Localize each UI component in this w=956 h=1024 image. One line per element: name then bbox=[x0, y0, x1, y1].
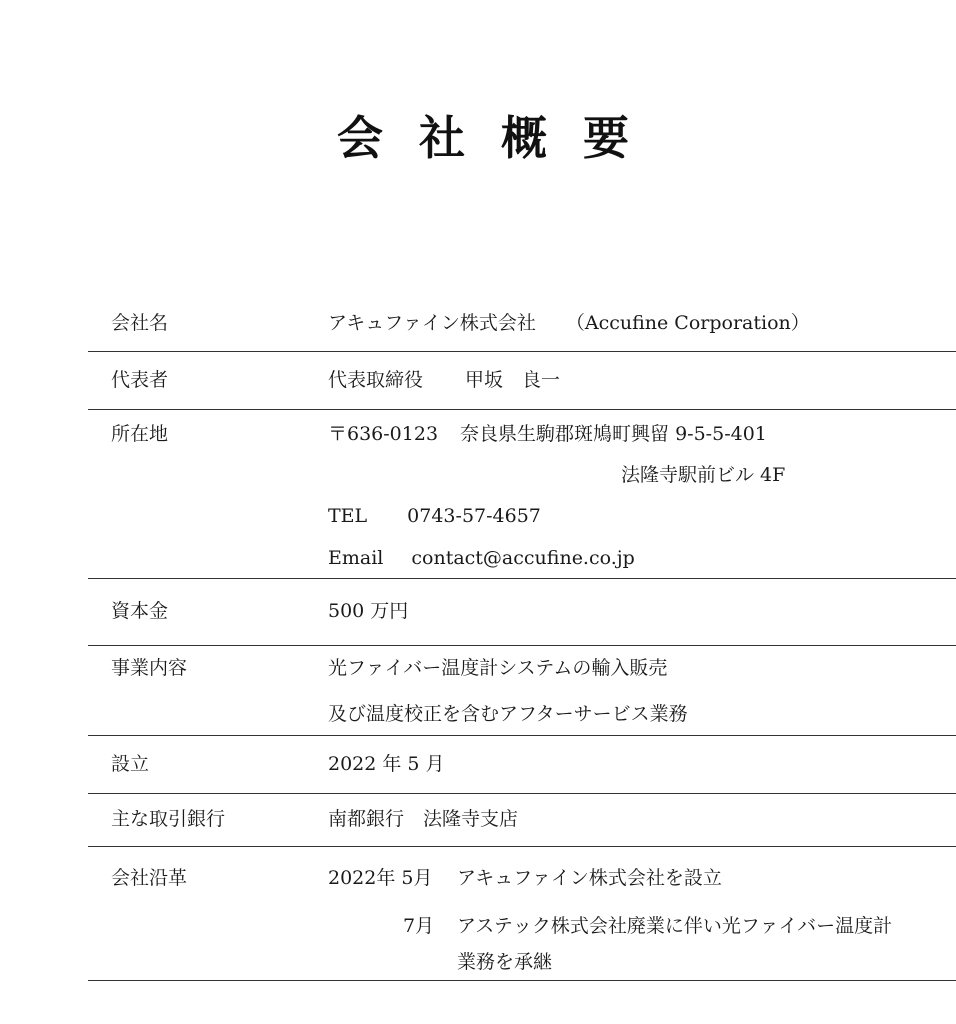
business-line-1: 光ファイバー温度計システムの輸入販売 bbox=[328, 657, 668, 679]
representative-value bbox=[328, 369, 560, 391]
address-street: 奈良県生駒郡斑鳩町興留 9-5-5-401 bbox=[460, 423, 767, 445]
row-company-name bbox=[88, 298, 956, 352]
email-line bbox=[328, 547, 635, 569]
page-title: 会 社 概 要 bbox=[336, 111, 640, 165]
history-entry-text-continued: 業務を承継 bbox=[457, 951, 553, 973]
row-label: 所在地 bbox=[111, 423, 169, 445]
history-entry-date: 2022年 5月 bbox=[328, 867, 433, 889]
row-established bbox=[88, 736, 956, 794]
row-bank bbox=[88, 794, 956, 847]
email-label: Email bbox=[328, 547, 384, 569]
business-line-2: 及び温度校正を含むアフターサービス業務 bbox=[328, 703, 688, 725]
representative-role: 代表取締役 bbox=[328, 369, 424, 391]
history-entry-text: アステック株式会社廃業に伴い光ファイバー温度計 bbox=[457, 915, 893, 937]
row-address bbox=[88, 410, 956, 579]
company-name-ja: アキュファイン株式会社 bbox=[328, 312, 536, 334]
row-label: 代表者 bbox=[111, 369, 169, 391]
company-profile-table bbox=[88, 298, 956, 981]
row-business bbox=[88, 646, 956, 736]
history-entry-date: 7月 bbox=[403, 915, 435, 937]
representative-name: 甲坂 良一 bbox=[465, 369, 561, 391]
row-label: 会社沿革 bbox=[111, 867, 188, 889]
row-label: 資本金 bbox=[111, 600, 169, 622]
row-label: 事業内容 bbox=[111, 657, 188, 679]
tel-number[interactable]: 0743-57-4657 bbox=[407, 505, 541, 527]
established-value: 2022 年 5 月 bbox=[328, 753, 445, 775]
row-label: 会社名 bbox=[111, 312, 169, 334]
bank-value: 南都銀行 法隆寺支店 bbox=[328, 808, 519, 830]
row-history bbox=[88, 847, 956, 981]
address-line-2: 法隆寺駅前ビル 4F bbox=[621, 464, 786, 486]
company-name-value bbox=[328, 312, 810, 334]
email-link[interactable]: contact@accufine.co.jp bbox=[411, 547, 635, 569]
tel-line bbox=[328, 505, 541, 527]
history-entry-text: アキュファイン株式会社を設立 bbox=[457, 867, 722, 889]
capital-value: 500 万円 bbox=[328, 600, 409, 622]
postal-code: 〒636-0123 bbox=[328, 423, 439, 445]
address-line-1 bbox=[328, 423, 767, 445]
row-label: 主な取引銀行 bbox=[111, 808, 226, 830]
row-label: 設立 bbox=[111, 753, 150, 775]
row-representative bbox=[88, 352, 956, 410]
company-name-en: （Accufine Corporation） bbox=[565, 312, 810, 334]
row-capital bbox=[88, 579, 956, 646]
tel-label: TEL bbox=[328, 505, 368, 527]
